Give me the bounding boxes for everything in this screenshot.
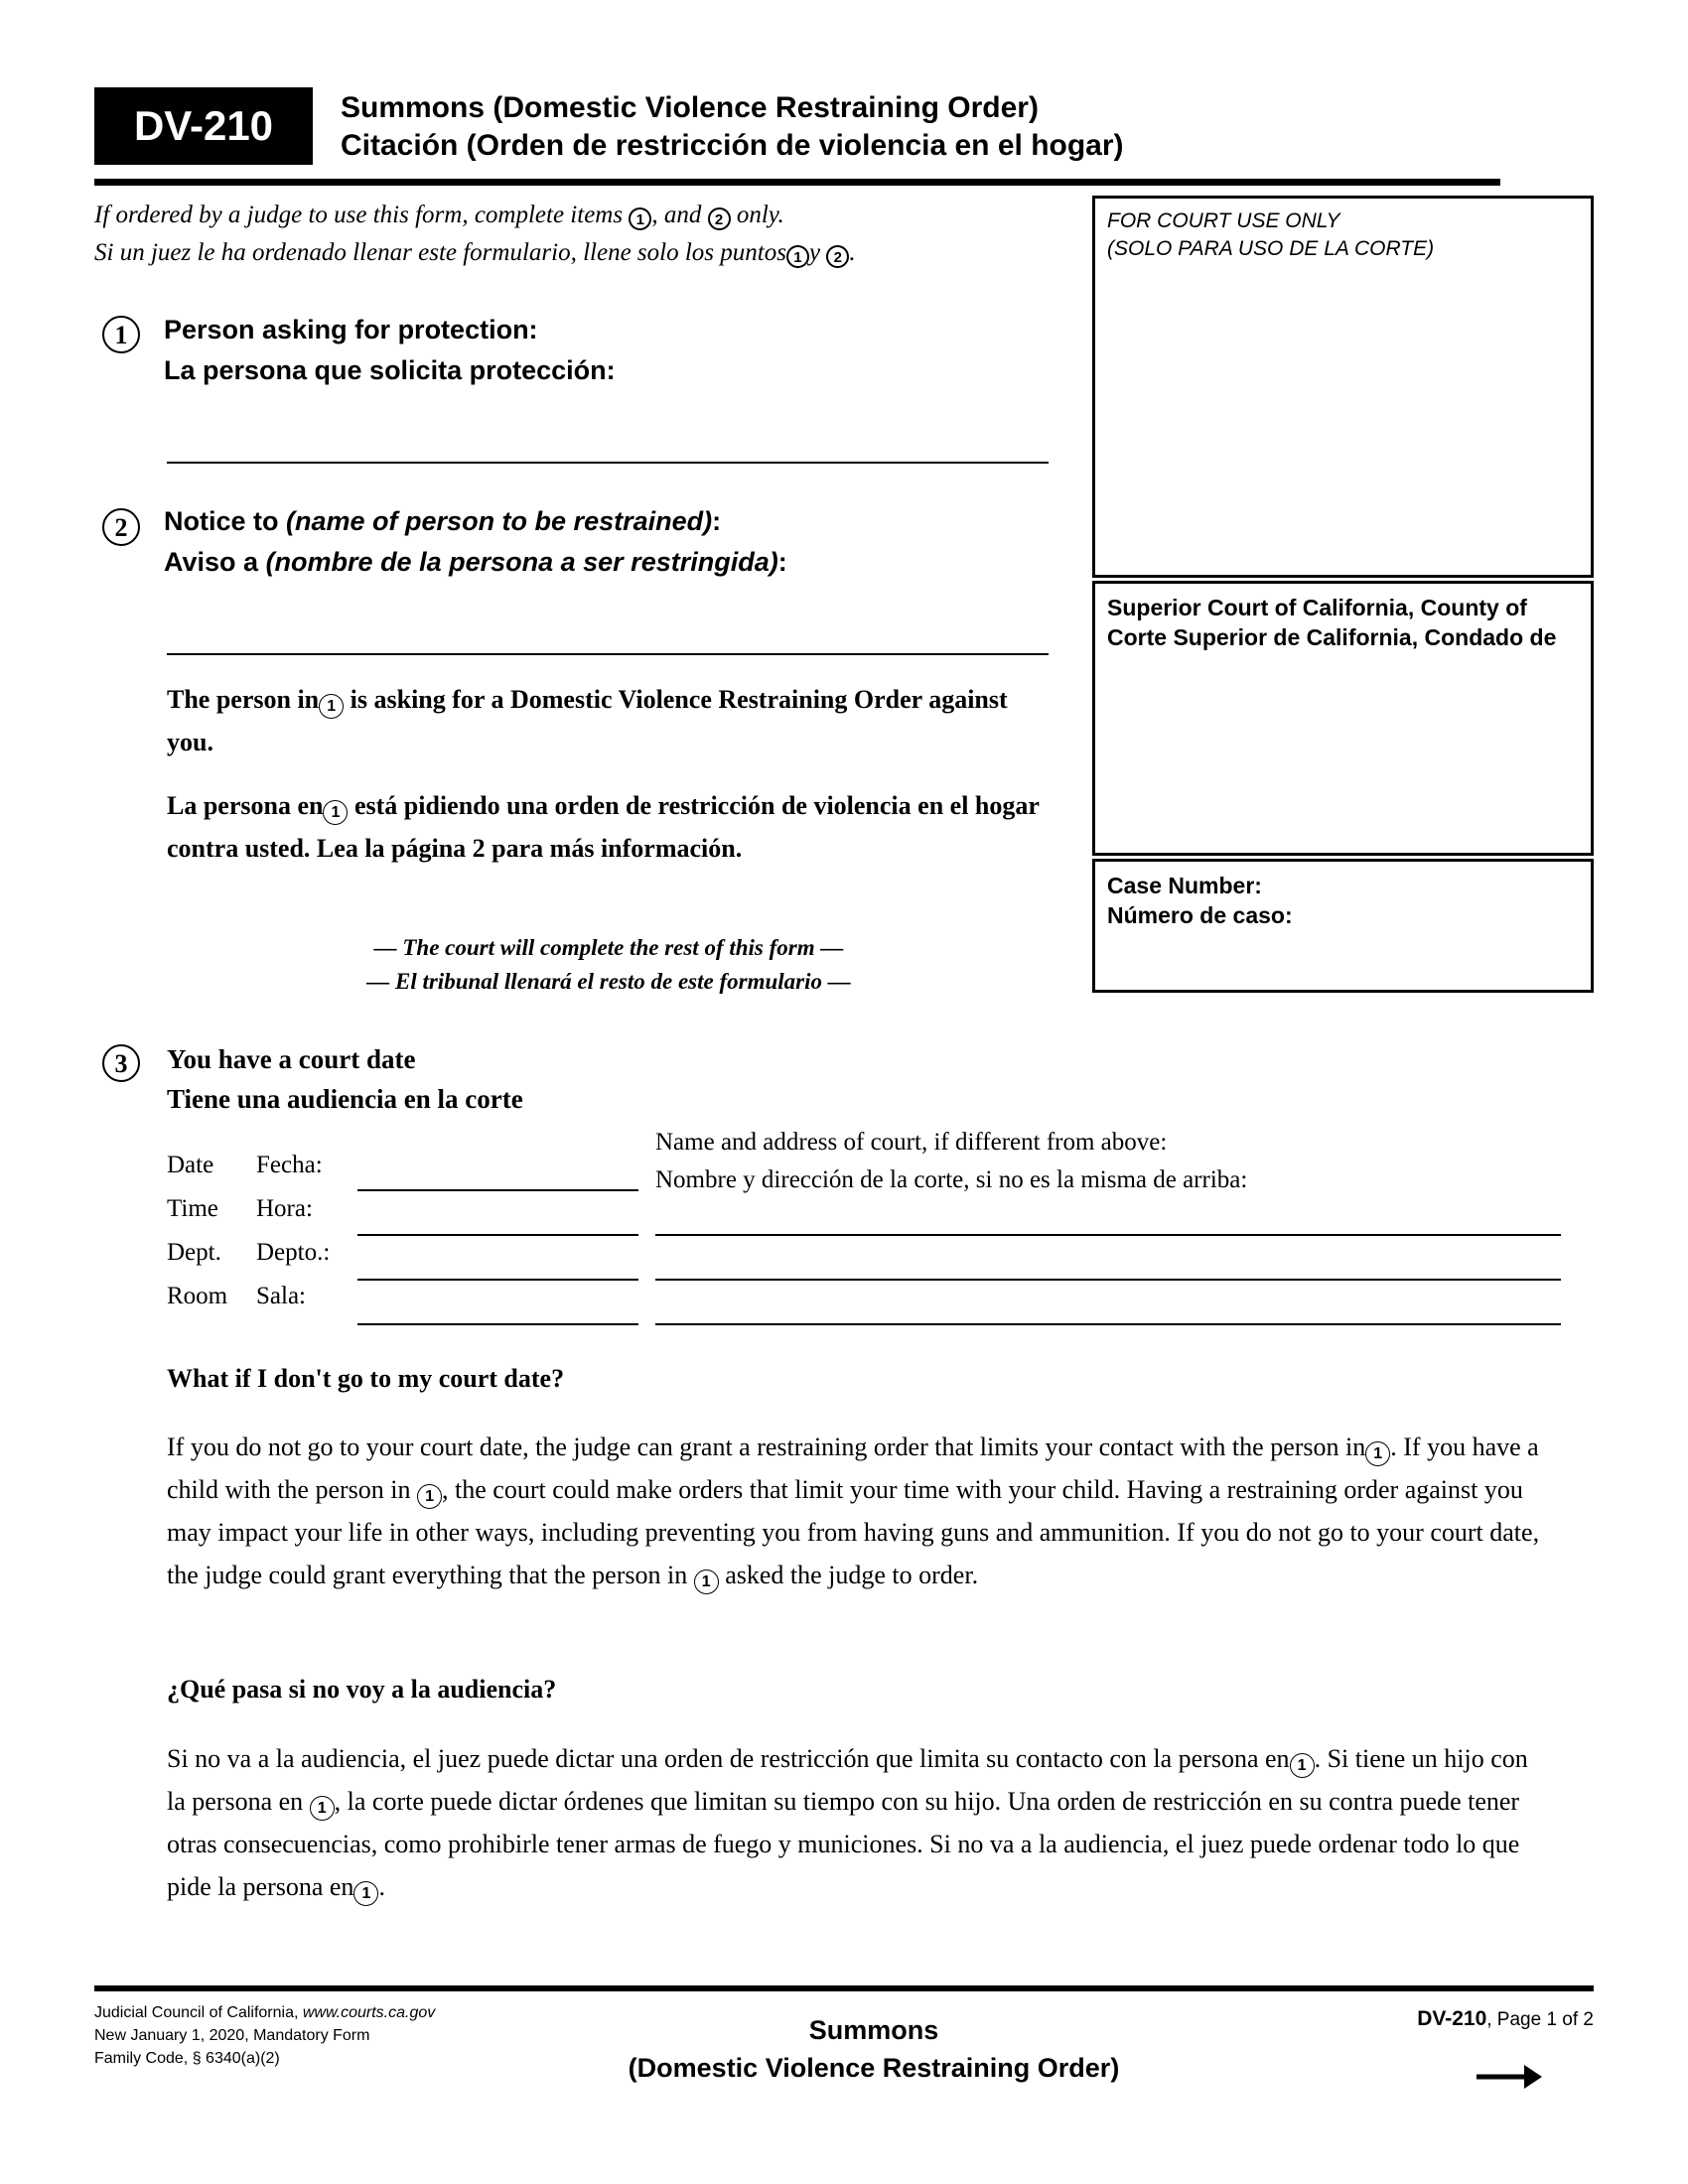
intro-line-es	[94, 234, 1077, 272]
footer-code-line: Family Code, § 6340(a)(2)	[94, 2050, 280, 2067]
item3-label-es: Tiene una audiencia en la corte	[167, 1084, 523, 1114]
item2-label-en-bold: Notice to	[164, 506, 279, 536]
form-title-en: Summons (Domestic Violence Restraining Order)	[341, 91, 1039, 124]
item3-label-group	[167, 1039, 523, 1119]
intro-line-en-c: only.	[736, 202, 784, 228]
footer-website-url: www.courts.ca.gov	[302, 2004, 436, 2021]
room-row	[167, 1283, 633, 1326]
court-completes-note-en: — The court will complete the rest of this form —	[373, 935, 844, 960]
circled-number-1-icon: 1	[319, 694, 344, 719]
qa-heading-en: What if I don't go to my court date?	[167, 1364, 565, 1393]
court-use-label-en: FOR COURT USE ONLY	[1107, 209, 1340, 232]
intro-line-es-a: Si un juez le ha ordenado llenar este formulario, llene solo los puntos	[94, 239, 786, 266]
item2-label-group	[164, 501, 787, 583]
case-number-label-es: Número de caso:	[1107, 902, 1293, 928]
qa-en-p4: asked the judge to order.	[725, 1561, 979, 1589]
dept-fill-line[interactable]	[357, 1279, 638, 1281]
item1-name-fill-line[interactable]	[167, 462, 1049, 464]
case-number-label-en: Case Number:	[1107, 873, 1262, 898]
footer-title-line2: (Domestic Violence Restraining Order)	[628, 2053, 1120, 2083]
item2-label-en-tail: :	[712, 506, 722, 536]
footer-form-code: DV-210	[1417, 2007, 1487, 2030]
footer-title-line1: Summons	[808, 2015, 939, 2045]
room-fill-line[interactable]	[357, 1323, 638, 1325]
superior-court-box[interactable]	[1092, 581, 1594, 856]
item2-name-fill-line[interactable]	[167, 653, 1049, 655]
qa-es-p3: , la corte puede dictar órdenes que limitan su tiempo con su hijo. Una orden de restricción en su contra puede tener otras consecuencias, como prohibirle tener armas de fuego y municiones. Si no va a la audiencia, el juez puede ordenar todo lo que pide la persona en	[167, 1787, 1520, 1901]
circled-number-2-icon: 2	[708, 207, 731, 230]
room-label-en: Room	[167, 1283, 228, 1309]
date-fill-line[interactable]	[357, 1189, 638, 1191]
item1-label-group	[164, 310, 616, 391]
room-label-es: Sala:	[256, 1283, 306, 1309]
superior-court-label-es: Corte Superior de California, Condado de	[1107, 624, 1557, 650]
footer-page-number: , Page 1 of 2	[1486, 2009, 1594, 2030]
footer-council-line	[94, 2001, 435, 2024]
intro-line-en-a: If ordered by a judge to use this form, complete items	[94, 202, 624, 228]
footer-legal-info	[94, 2001, 435, 2070]
qa-en-p2: . If you have a child with the person in	[167, 1433, 1539, 1504]
time-label-en: Time	[167, 1195, 218, 1222]
circled-number-1-icon: 1	[694, 1570, 719, 1594]
qa-body-en	[167, 1426, 1547, 1596]
item3-label-en: You have a court date	[167, 1044, 416, 1074]
item2-label-es-bold: Aviso a	[164, 547, 259, 577]
court-completes-note	[167, 931, 1051, 999]
circled-number-1-icon: 1	[1365, 1441, 1390, 1466]
footer-page-info	[1321, 2007, 1594, 2031]
circled-number-1-icon: 1	[786, 245, 809, 268]
dept-label-es: Depto.:	[256, 1239, 331, 1266]
qa-es-p1: Si no va a la audiencia, el juez puede dictar una orden de restricción que limita su contacto con la persona en	[167, 1744, 1290, 1773]
form-title-group	[341, 89, 1592, 165]
court-use-label-es: (SOLO PARA USO DE LA CORTE)	[1107, 237, 1435, 260]
item-number-3: 3	[102, 1044, 140, 1082]
time-row	[167, 1195, 633, 1239]
for-court-use-only-box	[1092, 196, 1594, 578]
qa-body-es	[167, 1737, 1547, 1908]
circled-number-1-icon: 1	[1290, 1753, 1315, 1778]
notice-es-b: está pidiendo una orden de restricción de violencia en el hogar contra usted. Lea la página 2 para más información.	[167, 791, 1040, 863]
qa-heading-es: ¿Qué pasa si no voy a la audiencia?	[167, 1675, 557, 1704]
notice-en-b: is asking for a Domestic Violence Restraining Order against you.	[167, 685, 1008, 756]
circled-number-1-icon: 1	[310, 1796, 335, 1821]
header-divider-rule	[94, 179, 1500, 186]
date-label-en: Date	[167, 1152, 214, 1178]
item2-label-en-italic: (name of person to be restrained)	[286, 506, 713, 536]
form-number-badge	[94, 87, 313, 165]
circled-number-2-icon: 2	[826, 245, 849, 268]
court-address-label-en: Name and address of court, if different from above:	[655, 1129, 1168, 1156]
footer-revision-line: New January 1, 2020, Mandatory Form	[94, 2027, 370, 2044]
intro-line-en-b: , and	[651, 202, 702, 228]
superior-court-label-en: Superior Court of California, County of	[1107, 595, 1527, 620]
notice-paragraph-en	[167, 678, 1041, 763]
intro-line-en	[94, 197, 1077, 234]
footer-divider-rule	[94, 1985, 1594, 1991]
qa-en-p3: , the court could make orders that limit your time with your child. Having a restraining order against you may impact your life in other ways, including preventing you from having guns and ammunition. If you do not go to your court date, the judge could grant everything that the person in	[167, 1475, 1540, 1589]
qa-es-p4: .	[378, 1872, 385, 1901]
right-arrow-icon	[1475, 2057, 1544, 2097]
date-label-es: Fecha:	[256, 1152, 323, 1178]
notice-en-a: The person in	[167, 685, 320, 714]
intro-line-es-b: y	[808, 239, 821, 266]
footer-form-title	[516, 2011, 1231, 2087]
item2-label-es-italic: (nombre de la persona a ser restringida)	[265, 547, 778, 577]
circled-number-1-icon: 1	[417, 1484, 442, 1509]
item-number-2: 2	[102, 508, 140, 546]
intro-instructions	[94, 197, 1077, 272]
item-number-1: 1	[102, 316, 140, 353]
footer-council-text: Judicial Council of California,	[94, 2004, 303, 2021]
item2-label-en	[164, 501, 787, 542]
court-date-fields	[167, 1152, 633, 1326]
qa-en-p1: If you do not go to your court date, the judge can grant a restraining order that limits your contact with the person in	[167, 1433, 1366, 1461]
form-number-text: DV-210	[133, 102, 274, 149]
form-header	[94, 87, 1594, 175]
dept-label-en: Dept.	[167, 1239, 221, 1266]
court-address-labels	[655, 1124, 1599, 1199]
circled-number-1-icon: 1	[629, 207, 651, 230]
time-fill-line[interactable]	[357, 1234, 638, 1236]
notice-es-a: La persona en	[167, 791, 324, 820]
court-completes-note-es: — El tribunal llenará el resto de este formulario —	[366, 969, 851, 994]
court-address-fill-line-1[interactable]	[655, 1234, 1561, 1236]
court-address-fill-line-2[interactable]	[655, 1279, 1561, 1281]
case-number-box[interactable]	[1092, 859, 1594, 993]
item2-label-es-tail: :	[777, 547, 787, 577]
circled-number-1-icon: 1	[353, 1881, 378, 1906]
qa-es-p2: . Si tiene un hijo con la persona en	[167, 1744, 1528, 1816]
time-label-es: Hora:	[256, 1195, 313, 1222]
item1-label-en: Person asking for protection:	[164, 315, 538, 344]
circled-number-1-icon: 1	[323, 800, 348, 825]
dept-row	[167, 1239, 633, 1283]
notice-paragraph-es	[167, 784, 1041, 870]
court-address-label-es: Nombre y dirección de la corte, si no es la misma de arriba:	[655, 1166, 1248, 1193]
court-address-fill-line-3[interactable]	[655, 1323, 1561, 1325]
form-title-es: Citación (Orden de restricción de violencia en el hogar)	[341, 129, 1124, 162]
intro-line-es-c: .	[849, 239, 856, 266]
item2-label-es	[164, 542, 787, 583]
item1-label-es: La persona que solicita protección:	[164, 355, 616, 385]
